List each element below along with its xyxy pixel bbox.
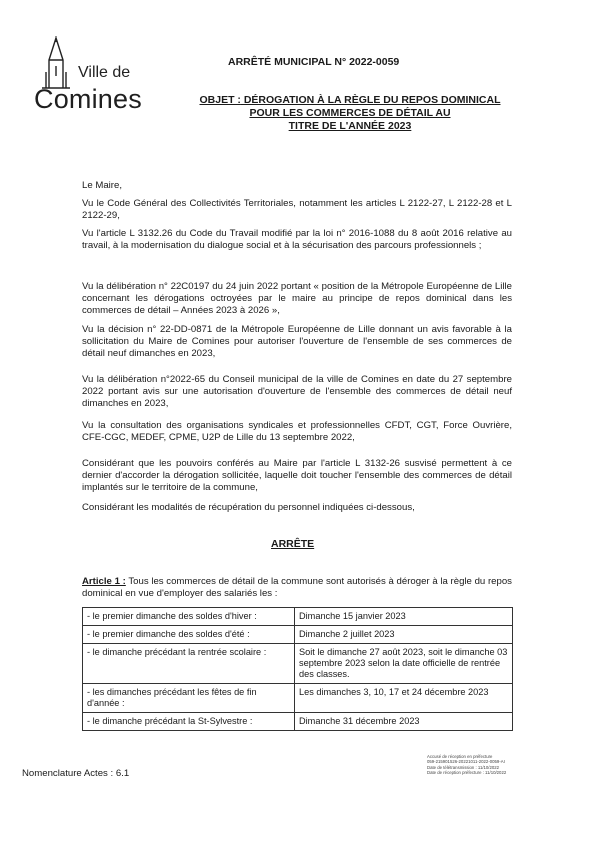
stamp-line: 059-215901526-20221011-2022-0059-AI (427, 759, 505, 765)
logo-comines-text: Comines (34, 84, 142, 114)
article-1-label: Article 1 : (82, 576, 126, 587)
vu-deliberation-mel: Vu la délibération n° 22C0197 du 24 juin 2022 portant « position de la Métropole Européenne de Lille concernant les dérogations octroyées par le maire au principe de repos dominical dans les commerces de détail – Années 2023 à 2026 », (82, 281, 512, 316)
table-row (83, 608, 513, 626)
arrete-number: ARRÊTÉ MUNICIPAL N° 2022-0059 (228, 56, 400, 68)
objet-line-3: TITRE DE L'ANNÉE 2023 (288, 120, 412, 132)
vu-consultation: Vu la consultation des organisations syndicales et professionnelles CFDT, CGT, Force Ouvrière, CFE-CGC, MEDEF, CPME, U2P de Lille du 13 septembre 2022, (82, 420, 512, 443)
considerant-pouvoirs: Considérant que les pouvoirs conférés au Maire par l'article L 3132-26 susvisé permettent à ce dernier d'accorder la dérogation sollicitée, laquelle doit toucher l'ensemble des commerces de détail implantés sur le territoire de la commune, (82, 458, 512, 493)
stamp-line: Date de réception préfecture : 11/10/2022 (427, 769, 507, 775)
city-logo (34, 34, 154, 114)
stamp-line: Date de télétransmission : 11/10/2022 (427, 764, 500, 770)
vu-code-travail: Vu l'article L 3132.26 du Code du Travail modifié par la loi n° 2016-1088 du 8 août 2016 relative au travail, à la modernisation du dialogue social et à la sécurisation des parcours professionnels ; (82, 228, 512, 251)
date-cell: Soit le dimanche 27 août 2023, soit le dimanche 03 septembre 2023 selon la date officielle de rentrée des classes. (295, 644, 513, 684)
objet-line-2: POUR LES COMMERCES DE DÉTAIL AU (249, 107, 451, 119)
article-1 (82, 576, 512, 600)
logo-ville-text: Ville de (78, 64, 131, 81)
table-row (83, 644, 513, 684)
date-cell: Dimanche 2 juillet 2023 (295, 626, 513, 644)
occasion-cell: - les dimanches précédant les fêtes de fin d'année : (83, 684, 295, 713)
table-row (83, 684, 513, 713)
vu-decision-mel: Vu la décision n° 22-DD-0871 de la Métropole Européenne de Lille donnant un avis favorable à la sollicitation du Maire de Comines pour autoriser l'ouverture de l'ensemble de ses commerces de détail neuf dimanches en 2023, (82, 324, 512, 359)
occasion-cell: - le dimanche précédant la rentrée scolaire : (83, 644, 295, 684)
considerant-modalites: Considérant les modalités de récupération du personnel indiquées ci-dessous, (82, 502, 415, 513)
prefecture-stamp (427, 754, 537, 775)
sundays-table (82, 607, 513, 731)
objet-line1-text: DÉROGATION À LA RÈGLE DU REPOS DOMINICAL (240, 94, 501, 106)
date-cell: Dimanche 15 janvier 2023 (295, 608, 513, 626)
objet-line-1 (170, 94, 530, 107)
objet-label: OBJET : (199, 94, 241, 106)
date-cell: Les dimanches 3, 10, 17 et 24 décembre 2023 (295, 684, 513, 713)
vu-deliberation-conseil: Vu la délibération n°2022-65 du Conseil municipal de la ville de Comines en date du 27 septembre 2022 portant avis sur une autorisation d'ouverture de l'ensemble des commerces de détail neuf dimanches en 2023, (82, 374, 512, 409)
vu-cgct: Vu le Code Général des Collectivités Territoriales, notamment les articles L 2122-27, L 2122-28 et L 2122-29, (82, 198, 512, 221)
table-row (83, 626, 513, 644)
stamp-line: Accusé de réception en préfecture (427, 754, 493, 759)
occasion-cell: - le premier dimanche des soldes d'hiver : (83, 608, 295, 626)
arrete-section-title: ARRÊTE (271, 538, 315, 550)
article-1-text: Tous les commerces de détail de la commune sont autorisés à déroger à la règle du repos dominical en vue d'employer des salariés les : (82, 576, 512, 599)
nomenclature-actes: Nomenclature Actes : 6.1 (22, 768, 130, 779)
church-spire-icon (36, 36, 76, 90)
occasion-cell: - le premier dimanche des soldes d'été : (83, 626, 295, 644)
date-cell: Dimanche 31 décembre 2023 (295, 713, 513, 731)
le-maire: Le Maire, (82, 180, 122, 191)
objet-heading (170, 94, 530, 133)
occasion-cell: - le dimanche précédant la St-Sylvestre : (83, 713, 295, 731)
table-row (83, 713, 513, 731)
